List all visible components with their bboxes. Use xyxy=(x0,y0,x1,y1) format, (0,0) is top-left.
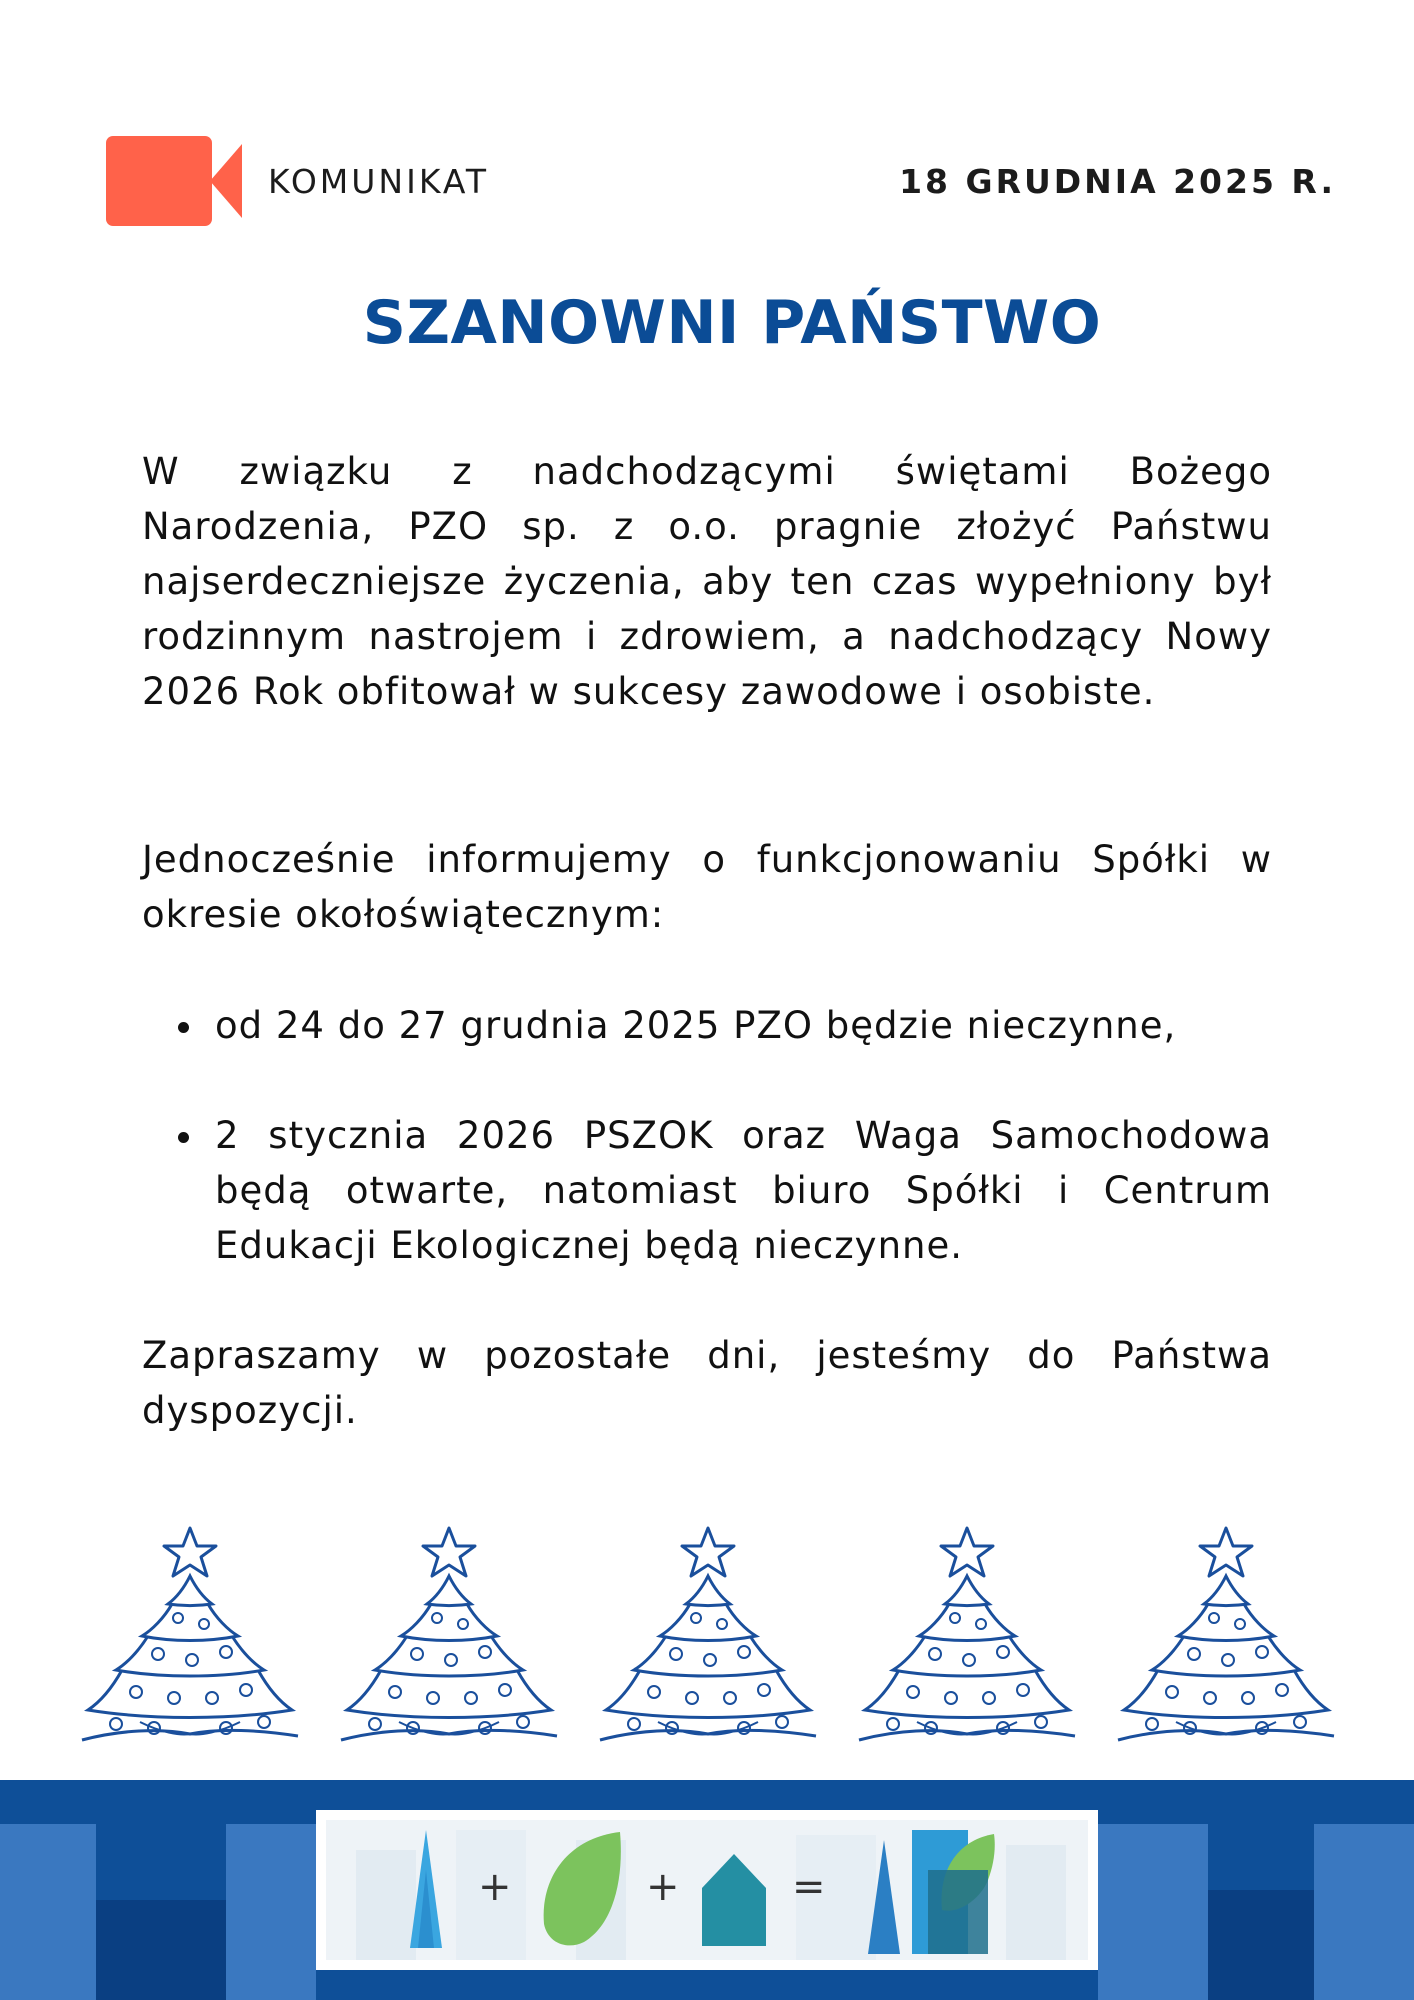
list-item xyxy=(142,998,1272,1053)
christmas-tree-icon xyxy=(339,1522,559,1762)
header-label: KOMUNIKAT xyxy=(268,162,490,201)
christmas-tree-icon xyxy=(857,1522,1077,1762)
info-paragraph xyxy=(142,832,1272,942)
schedule-list xyxy=(142,998,1272,1273)
list-item-text: od 24 do 27 grudnia 2025 PZO będzie nieczynne, xyxy=(215,1004,1177,1047)
bullet-dot xyxy=(178,1132,189,1143)
christmas-tree-icon xyxy=(1116,1522,1336,1762)
combined-logo-icon xyxy=(862,1830,1002,1954)
plus-operator: + xyxy=(646,1864,680,1910)
info-text: Jednocześnie informujemy o funkcjonowaniu Spółki w okresie okołoświątecznym: xyxy=(142,838,1272,936)
greeting-paragraph xyxy=(142,444,1272,719)
closing-paragraph xyxy=(142,1328,1272,1438)
footer-banner xyxy=(0,1780,1414,2000)
logo-equation xyxy=(316,1810,1098,1970)
header-date: 18 GRUDNIA 2025 R. xyxy=(899,162,1336,201)
christmas-tree-icon xyxy=(80,1522,300,1762)
tower-icon xyxy=(406,1830,446,1950)
header xyxy=(106,136,1336,226)
equals-operator: = xyxy=(792,1864,826,1910)
house-icon xyxy=(702,1854,766,1946)
bullet-dot xyxy=(178,1022,189,1033)
video-camera-icon xyxy=(106,136,242,226)
plus-operator: + xyxy=(478,1864,512,1910)
list-item-text: 2 stycznia 2026 PSZOK oraz Waga Samochodowa będą otwarte, natomiast biuro Spółki i Centrum Edukacji Ekologicznej będą nieczynne. xyxy=(215,1114,1272,1267)
closing-text: Zapraszamy w pozostałe dni, jesteśmy do Państwa dyspozycji. xyxy=(142,1334,1272,1432)
christmas-trees-row xyxy=(80,1522,1340,1762)
christmas-tree-icon xyxy=(598,1522,818,1762)
list-item xyxy=(142,1108,1272,1273)
greeting-text: W związku z nadchodzącymi świętami Bożego Narodzenia, PZO sp. z o.o. pragnie złożyć Państwu najserdeczniejsze życzenia, aby ten czas wypełniony był rodzinnym nastrojem i zdrowiem, a nadchodzący Nowy 2026 Rok obfitował w sukcesy zawodowe i osobiste. xyxy=(142,450,1272,713)
leaf-icon xyxy=(538,1828,624,1952)
page-title: SZANOWNI PAŃSTWO xyxy=(362,288,1102,358)
